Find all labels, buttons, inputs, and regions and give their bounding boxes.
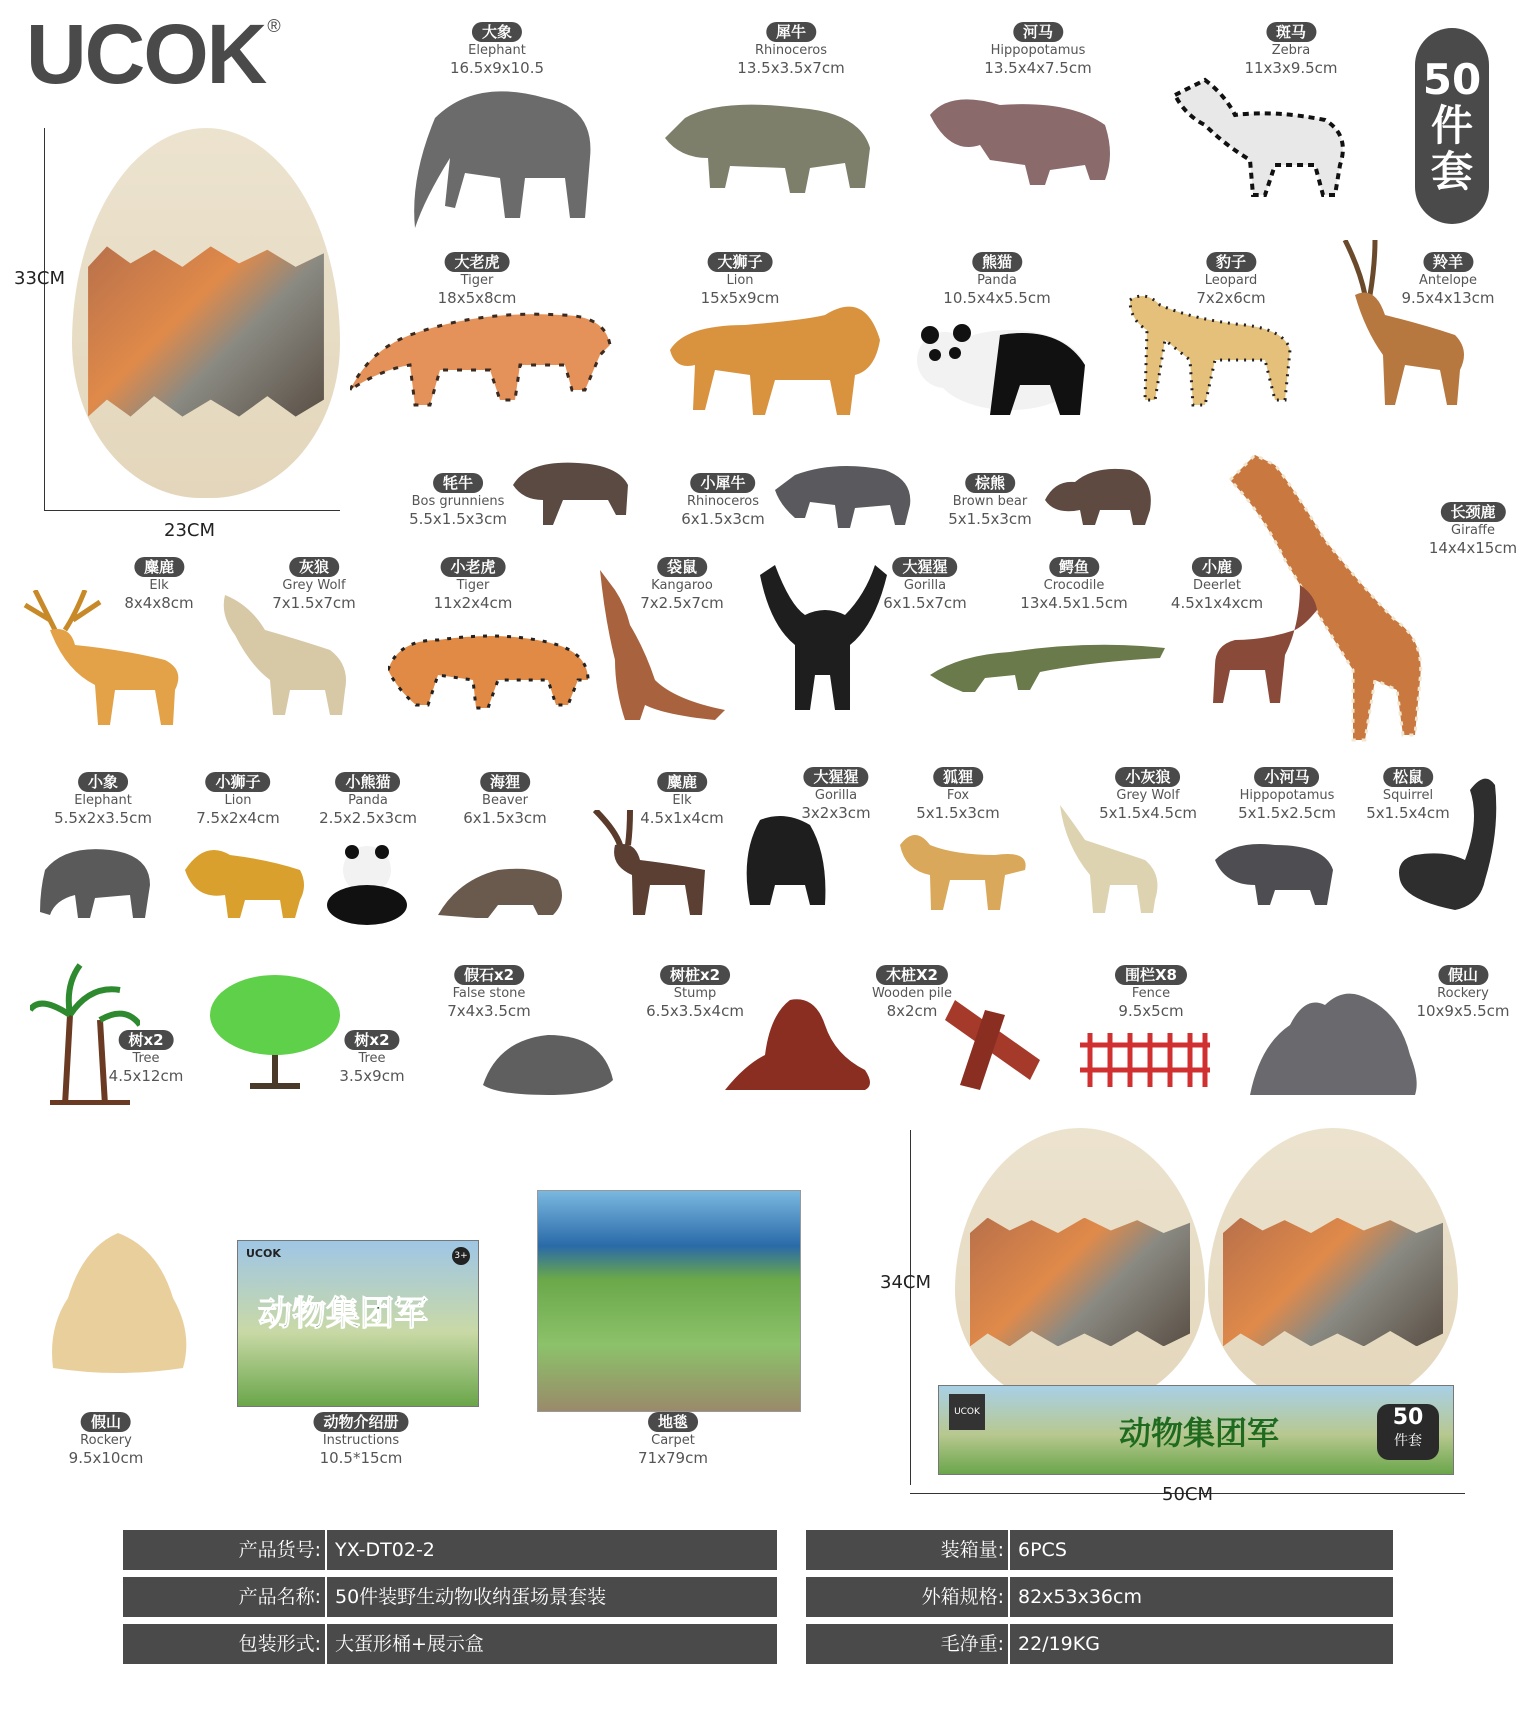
storage-egg-right (1208, 1128, 1458, 1408)
item-label-elk: 麋鹿 Elk 8x4x8cm (124, 558, 194, 612)
item-label-gorilla: 大猩猩 Gorilla 6x1.5x7cm (883, 558, 967, 612)
carpet-image (537, 1190, 801, 1412)
item-label-small-elk: 麋鹿 Elk 4.5x1x4cm (640, 773, 724, 827)
box-width-label: 50CM (1162, 1484, 1214, 1505)
storage-egg (72, 128, 340, 498)
leopard-figure (1125, 290, 1295, 415)
booklet-brand: UCOK (246, 1247, 281, 1260)
panda-figure (910, 315, 1090, 420)
small-hippopotamus-figure (1215, 835, 1335, 910)
item-label-small-grey-wolf: 小灰狼 Grey Wolf 5x1.5x4.5cm (1099, 768, 1197, 822)
egg-width-label: 23CM (164, 520, 216, 541)
wooden-pile-figure (945, 990, 1045, 1095)
item-label-false-stone: 假石x2 False stone 7x4x3.5cm (447, 966, 531, 1020)
item-label-rhinoceros: 犀牛 Rhinoceros 13.5x3.5x7cm (737, 23, 845, 77)
box-height-line (910, 1130, 911, 1485)
fox-figure (895, 825, 1030, 915)
false-stone-figure (478, 1025, 618, 1095)
item-label-small-elephant: 小象 Elephant 5.5x2x3.5cm (54, 773, 152, 827)
hippopotamus-figure (920, 85, 1120, 195)
box-height-label: 34CM (880, 1272, 932, 1293)
crocodile-figure (930, 630, 1170, 695)
rhinoceros-figure (660, 88, 880, 198)
spec-row-item-no: 产品货号: YX-DT02-2 (123, 1530, 777, 1570)
storage-egg-left (955, 1128, 1205, 1408)
rockery-figure (1250, 985, 1420, 1100)
item-label-small-panda: 小熊猫 Panda 2.5x2.5x3cm (319, 773, 417, 827)
item-label-beige-rockery: 假山 Rockery 9.5x10cm (68, 1413, 144, 1467)
spec-row-weight: 毛净重: 22/19KG (806, 1624, 1393, 1664)
item-label-squirrel: 松鼠 Squirrel 5x1.5x4cm (1366, 768, 1450, 822)
item-label-instructions: 动物介绍册 Instructions 10.5*15cm (313, 1412, 408, 1467)
item-label-grey-wolf: 灰狼 Grey Wolf 7x1.5x7cm (272, 558, 356, 612)
item-label-small-gorilla: 大猩猩 Gorilla 3x2x3cm (801, 768, 871, 822)
stump-figure (725, 995, 875, 1095)
display-box (938, 1385, 1454, 1475)
tiger-figure (350, 290, 620, 410)
lion-figure (665, 290, 885, 420)
item-label-zebra: 斑马 Zebra 11x3x9.5cm (1244, 23, 1338, 77)
egg-width-line (44, 510, 340, 511)
item-label-beaver: 海狸 Beaver 6x1.5x3cm (463, 773, 547, 827)
instructions-booklet (237, 1240, 479, 1407)
beige-rockery-figure (48, 1228, 188, 1378)
item-label-lion: 大狮子 Lion 15x5x9cm (700, 253, 780, 307)
item-label-small-tiger: 小老虎 Tiger 11x2x4cm (433, 558, 513, 612)
item-label-elephant: 大象 Elephant 16.5x9x10.5 (449, 23, 545, 77)
box-brand: UCOK (949, 1394, 985, 1430)
small-gorilla-figure (740, 815, 830, 910)
item-label-brown-bear: 棕熊 Brown bear 5x1.5x3cm (948, 474, 1032, 528)
egg-height-line (44, 128, 45, 510)
item-label-fox: 狐狸 Fox 5x1.5x3cm (916, 768, 1000, 822)
booklet-age-badge: 3+ (452, 1247, 470, 1265)
zebra-figure (1165, 75, 1355, 200)
item-label-fence: 围栏X8 Fence 9.5x5cm (1115, 965, 1187, 1020)
piece-count-badge: 50 件 套 (1415, 28, 1489, 224)
item-label-bos-grunniens: 牦牛 Bos grunniens 5.5x1.5x3cm (409, 474, 507, 528)
item-label-tree-1: 树x2 Tree 4.5x12cm (108, 1031, 184, 1085)
item-label-deerlet: 小鹿 Deerlet 4.5x1x4xcm (1170, 558, 1264, 612)
brand-logo: UCOK ® (26, 7, 279, 101)
item-label-small-hippopotamus: 小河马 Hippopotamus 5x1.5x2.5cm (1238, 768, 1336, 822)
item-label-hippopotamus: 河马 Hippopotamus 13.5x4x7.5cm (984, 23, 1092, 77)
item-label-antelope: 羚羊 Antelope 9.5x4x13cm (1401, 253, 1495, 307)
small-panda-figure (322, 840, 412, 925)
spec-row-product-name: 产品名称: 50件装野生动物收纳蛋场景套装 (123, 1577, 777, 1617)
small-lion-figure (180, 840, 310, 920)
item-label-rockery: 假山 Rockery 10x9x5.5cm (1416, 966, 1510, 1020)
brown-bear-figure (1045, 460, 1155, 530)
booklet-title: 动物集团军 (258, 1294, 428, 1334)
item-label-small-rhinoceros: 小犀牛 Rhinoceros 6x1.5x3cm (681, 474, 765, 528)
item-label-leopard: 豹子 Leopard 7x2x6cm (1196, 253, 1266, 307)
grey-wolf-figure (220, 595, 355, 720)
item-label-kangaroo: 袋鼠 Kangaroo 7x2.5x7cm (640, 558, 724, 612)
gorilla-figure (755, 565, 890, 715)
item-label-crocodile: 鳄鱼 Crocodile 13x4.5x1.5cm (1020, 558, 1128, 612)
item-label-panda: 熊猫 Panda 10.5x4x5.5cm (943, 253, 1051, 307)
beaver-figure (438, 860, 568, 920)
bos-grunniens-figure (508, 455, 633, 530)
item-label-giraffe: 长颈鹿 Giraffe 14x4x15cm (1428, 503, 1518, 557)
spec-row-packaging: 包装形式: 大蛋形桶+展示盒 (123, 1624, 777, 1664)
item-label-tiger: 大老虎 Tiger 18x5x8cm (437, 253, 517, 307)
box-title: 动物集团军 (1119, 1414, 1280, 1452)
item-label-wooden-pile: 木桩X2 Wooden pile 8x2cm (871, 966, 953, 1020)
egg-height-label: 33CM (14, 268, 66, 289)
small-elephant-figure (35, 840, 155, 920)
item-label-carpet: 地毯 Carpet 71x79cm (638, 1413, 708, 1467)
elephant-figure (405, 78, 605, 228)
spec-row-carton-qty: 装箱量: 6PCS (806, 1530, 1393, 1570)
item-label-stump: 树桩x2 Stump 6.5x3.5x4cm (646, 966, 744, 1020)
small-tiger-figure (388, 620, 593, 710)
fence-figure (1075, 1025, 1215, 1090)
small-rhinoceros-figure (775, 460, 915, 530)
item-label-small-lion: 小狮子 Lion 7.5x2x4cm (196, 773, 280, 827)
spec-row-carton-size: 外箱规格: 82x53x36cm (806, 1577, 1393, 1617)
box-count-badge: 50 件套 (1377, 1404, 1439, 1460)
item-label-tree-2: 树x2 Tree 3.5x9cm (339, 1031, 405, 1085)
green-tree-figure (205, 965, 345, 1095)
